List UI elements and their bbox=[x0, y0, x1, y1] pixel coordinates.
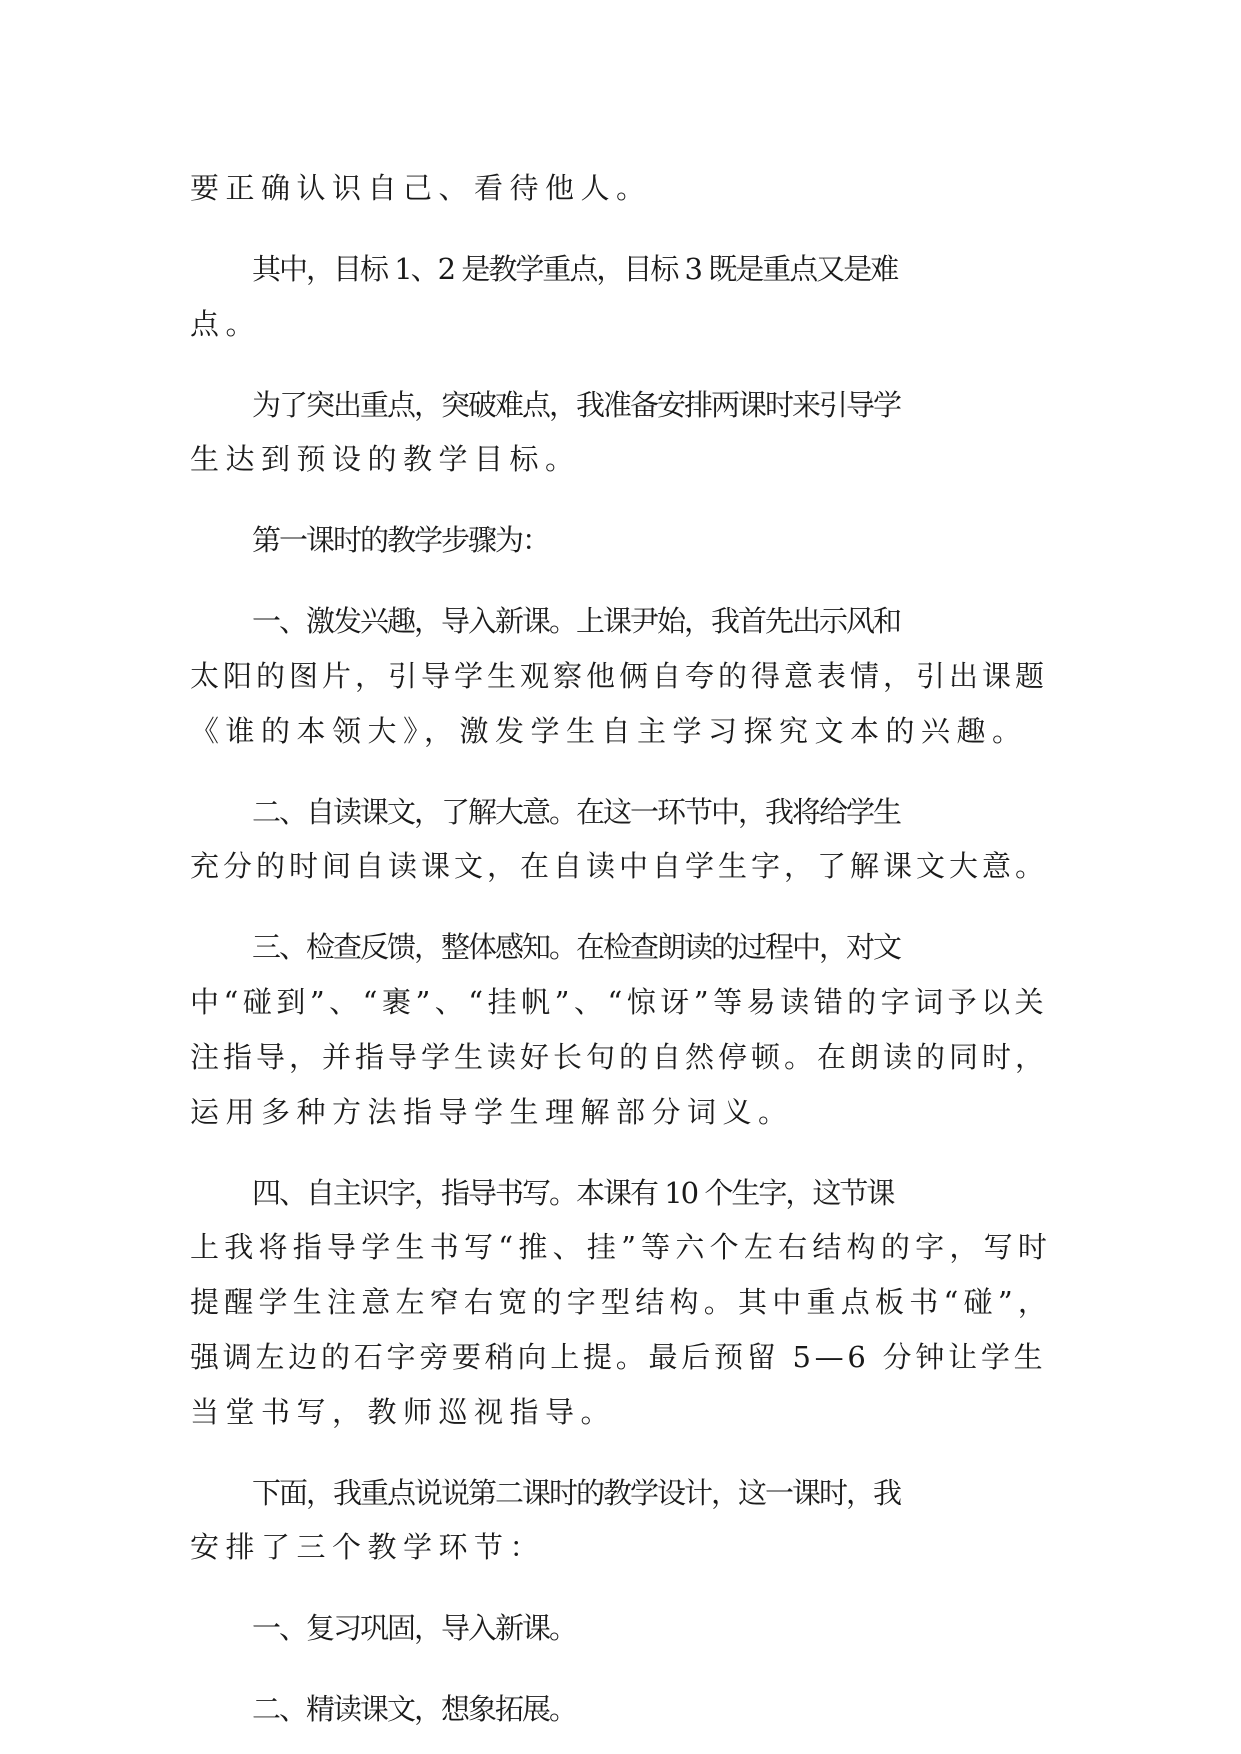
text-line-10: 二、自读课文，了解大意。在这一环节中，我将给学生 bbox=[252, 794, 901, 829]
text-line-18: 提醒学生注意左窄右宽的字型结构。其中重点板书“碰”， bbox=[190, 1285, 1053, 1320]
text-line-14: 注指导，并指导学生读好长句的自然停顿。在朗读的同时， bbox=[190, 1039, 1049, 1074]
text-line-16: 四、自主识字，指导书写。本课有 10 个生字，这节课 bbox=[252, 1175, 894, 1210]
text-line-23: 一、复习巩固，导入新课。 bbox=[252, 1611, 577, 1646]
text-line-19: 强调左边的石字旁要稍向上提。最后预留 5—6 分钟让学生 bbox=[190, 1339, 1047, 1374]
text-line-12: 三、检查反馈，整体感知。在检查朗读的过程中，对文 bbox=[252, 930, 901, 965]
text-line-9: 《谁的本领大》，激发学生自主学习探究文本的兴趣。 bbox=[190, 713, 1028, 748]
text-line-24: 二、精读课文，想象拓展。 bbox=[252, 1692, 577, 1727]
text-line-2: 其中，目标 1、2 是教学重点，目标 3 既是重点又是难 bbox=[252, 251, 898, 286]
text-line-1: 要正确认识自己、看待他人。 bbox=[190, 171, 652, 205]
text-line-5: 生达到预设的教学目标。 bbox=[190, 442, 581, 477]
text-line-4: 为了突出重点，突破难点，我准备安排两课时来引导学 bbox=[252, 387, 901, 422]
text-line-15: 运用多种方法指导学生理解部分词义。 bbox=[190, 1094, 794, 1129]
text-line-7: 一、激发兴趣，导入新课。上课尹始，我首先出示风和 bbox=[252, 604, 901, 639]
text-line-6: 第一课时的教学步骤为： bbox=[252, 523, 550, 558]
text-line-20: 当堂书写，教师巡视指导。 bbox=[190, 1394, 617, 1429]
text-line-13: 中“碰到”、“裹”、“挂帆”、“惊讶”等易读错的字词予以关 bbox=[190, 985, 1049, 1020]
text-line-3: 点。 bbox=[190, 306, 262, 341]
text-line-22: 安排了三个教学环节： bbox=[190, 1530, 546, 1565]
text-line-17: 上我将指导学生书写“推、挂”等六个左右结构的字，写时 bbox=[190, 1230, 1053, 1265]
text-line-11: 充分的时间自读课文，在自读中自学生字，了解课文大意。 bbox=[190, 849, 1049, 884]
text-line-21: 下面，我重点说说第二课时的教学设计，这一课时，我 bbox=[252, 1475, 901, 1510]
text-line-8: 太阳的图片，引导学生观察他俩自夸的得意表情，引出课题 bbox=[190, 658, 1049, 693]
